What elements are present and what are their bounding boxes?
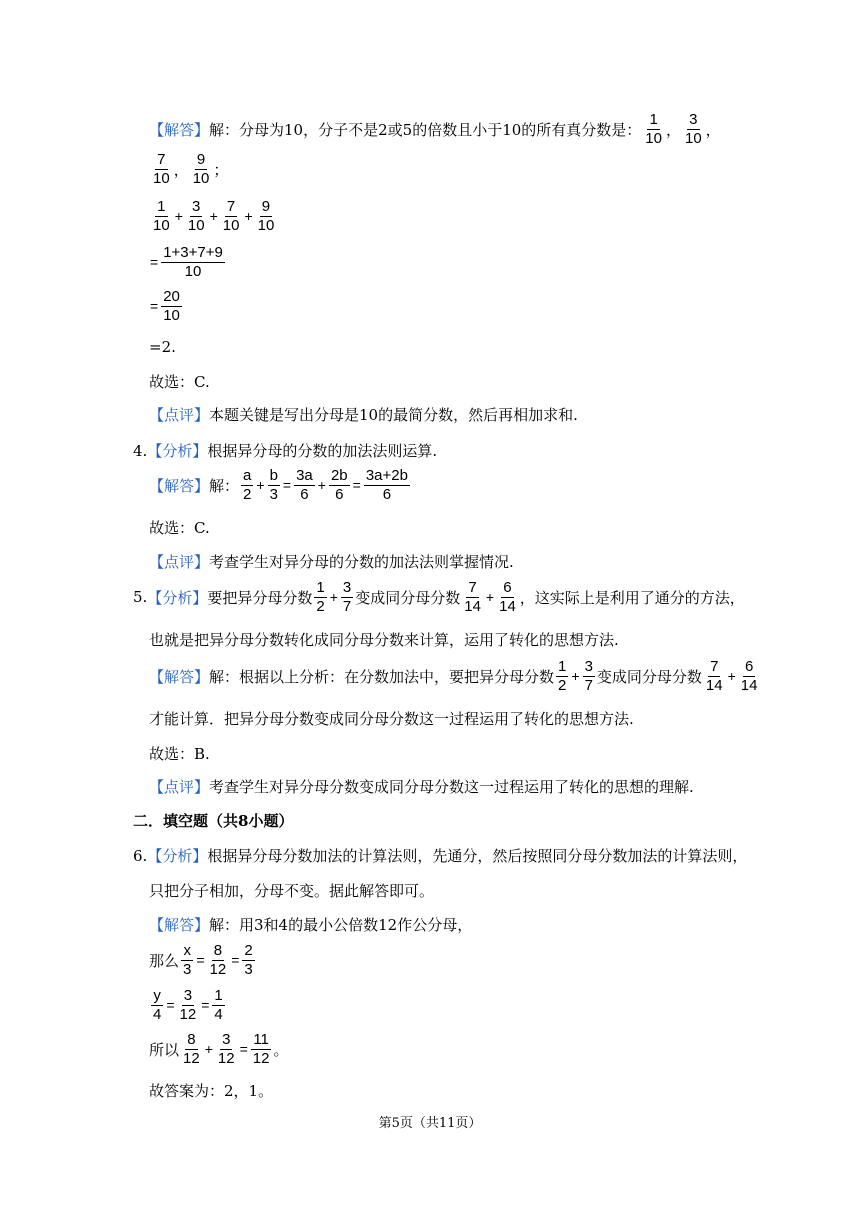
fraction: $\frac{3}{10}$ xyxy=(187,198,205,234)
q6-y-step: $\frac{y}{4}$ = $\frac{3}{12}$ = $\frac{1}{4}$ xyxy=(153,987,223,1023)
q3-answer-line2: $\frac{7}{10}$ ， $\frac{9}{10}$ ； xyxy=(153,151,229,187)
fraction: $\frac{x}{3}$ xyxy=(183,942,192,978)
fraction: $\frac{1}{10}$ xyxy=(645,111,662,147)
q3-sum-step: = $\frac{1+3+7+9}{10}$ xyxy=(150,244,223,280)
fraction: $\frac{3a}{6}$ xyxy=(296,467,313,503)
fraction: $\frac{a}{2}$ xyxy=(243,467,252,503)
question-number: 5. xyxy=(133,588,148,607)
fraction: $\frac{3}{7}$ xyxy=(342,579,352,615)
fraction: $\frac{8}{12}$ xyxy=(209,942,227,978)
fraction: $\frac{6}{14}$ xyxy=(740,658,758,694)
fraction: $\frac{6}{14}$ xyxy=(499,579,516,615)
q6-x-step: 那么 $\frac{x}{3}$ = $\frac{8}{12}$ = $\frac{2}{3}$ xyxy=(149,942,253,978)
fraction: $\frac{y}{4}$ xyxy=(153,987,162,1023)
q5-answer: 【解答】 解：根据以上分析：在分数加法中，要把异分母分数 $\frac{1}{2}$ + $\frac{3}{7}$ 变成同分母分数 $\frac{7}{14}$ + $\frac{6}{14}$ xyxy=(149,658,758,694)
fraction: $\frac{7}{10}$ xyxy=(153,151,170,187)
fraction: $\frac{3a+2b}{6}$ xyxy=(365,467,408,503)
fraction: $\frac{1+3+7+9}{10}$ xyxy=(163,244,223,280)
q3-sum-expression: $\frac{1}{10}$ + $\frac{3}{10}$ + $\frac{7}{10}$ + $\frac{9}{10}$ xyxy=(153,198,275,234)
answer-tag: 【解答】 xyxy=(149,667,210,686)
fraction: $\frac{7}{14}$ xyxy=(705,658,723,694)
analysis-tag: 【分析】 xyxy=(147,847,208,865)
question-number: 4. xyxy=(133,441,148,460)
comment-tag: 【点评】 xyxy=(149,406,210,424)
q3-choice: 故选：C. xyxy=(149,373,210,391)
fraction: $\frac{1}{2}$ xyxy=(316,579,325,615)
q6-analysis: 6. 【分析】 根据异分母分数加法的计算法则，先通分，然后按照同分母分数加法的计算法则， xyxy=(133,846,748,865)
q3-answer-line1: 【解答】 解：分母为10，分子不是2或5的倍数且小于10的所有真分数是： $\frac{1}{10}$ ， $\frac{3}{10}$ ， xyxy=(149,111,721,147)
q3-result-step: = $\frac{20}{10}$ xyxy=(150,288,180,324)
fraction: $\frac{8}{12}$ xyxy=(183,1031,200,1067)
q4-comment: 【点评】 考查学生对异分母的分数的加法法则掌握情况. xyxy=(149,553,514,571)
q5-choice: 故选：B. xyxy=(149,745,210,763)
q5-comment: 【点评】 考查学生对异分母分数变成同分母分数这一过程运用了转化的思想的理解. xyxy=(149,778,694,796)
fraction: $\frac{1}{4}$ xyxy=(214,987,223,1023)
q6-answer: 【解答】 解：用3和4的最小公倍数12作公分母， xyxy=(149,916,473,934)
fraction: $\frac{1}{2}$ xyxy=(558,658,567,694)
fraction: $\frac{3}{10}$ xyxy=(684,111,702,147)
fraction: $\frac{3}{12}$ xyxy=(179,987,197,1023)
fraction: $\frac{7}{10}$ xyxy=(222,198,240,234)
q6-sum-step: 所以 $\frac{8}{12}$ + $\frac{3}{12}$ = $\frac{11}{12}$ 。 xyxy=(149,1031,289,1067)
fraction: $\frac{2}{3}$ xyxy=(244,942,253,978)
fraction: $\frac{20}{10}$ xyxy=(163,288,180,324)
fraction: $\frac{11}{12}$ xyxy=(252,1031,270,1067)
q5-analysis-line2: 也就是把异分母分数转化成同分母分数来计算，运用了转化的思想方法. xyxy=(149,631,619,649)
q5-answer-line2: 才能计算．把异分母分数变成同分母分数这一过程运用了转化的思想方法. xyxy=(149,710,634,728)
analysis-tag: 【分析】 xyxy=(147,588,208,607)
q4-analysis: 4. 【分析】 根据异分母的分数的加法法则运算. xyxy=(133,441,438,460)
fraction: $\frac{b}{3}$ xyxy=(269,467,278,503)
answer-text: 解：分母为10，分子不是2或5的倍数且小于10的所有真分数是： xyxy=(209,120,642,139)
fraction: $\frac{9}{10}$ xyxy=(192,151,210,187)
comment-tag: 【点评】 xyxy=(149,778,210,796)
fraction: $\frac{2b}{6}$ xyxy=(330,467,348,503)
comment-tag: 【点评】 xyxy=(149,553,210,571)
q4-answer: 【解答】 解： $\frac{a}{2}$ + $\frac{b}{3}$ = $\frac{3a}{6}$ + $\frac{2b}{6}$ = $\frac{3a+2b}{6}$ xyxy=(149,467,408,503)
fraction: $\frac{7}{14}$ xyxy=(464,579,481,615)
q3-final: =2. xyxy=(149,338,176,356)
fraction: $\frac{3}{12}$ xyxy=(217,1031,235,1067)
fraction: $\frac{9}{10}$ xyxy=(257,198,275,234)
page-footer: 第5页（共11页） xyxy=(378,1116,482,1131)
analysis-tag: 【分析】 xyxy=(147,442,208,460)
section-heading: 二．填空题（共8小题） xyxy=(133,812,294,830)
answer-tag: 【解答】 xyxy=(149,120,210,139)
fraction: $\frac{1}{10}$ xyxy=(153,198,170,234)
q6-analysis-line2: 只把分子相加，分母不变。据此解答即可。 xyxy=(149,882,435,900)
answer-tag: 【解答】 xyxy=(149,476,210,495)
answer-tag: 【解答】 xyxy=(149,916,210,934)
q3-comment: 【点评】 本题关键是写出分母是10的最简分数，然后再相加求和. xyxy=(149,406,578,424)
q4-choice: 故选：C. xyxy=(149,519,210,537)
q6-result: 故答案为：2，1。 xyxy=(149,1082,274,1100)
question-number: 6. xyxy=(133,846,148,865)
fraction: $\frac{3}{7}$ xyxy=(584,658,593,694)
q5-analysis: 5. 【分析】 要把异分母分数 $\frac{1}{2}$ + $\frac{3}{7}$ 变成同分母分数 $\frac{7}{14}$ + $\frac{6}{14}$ ，这实际上是利用了通分的方法， xyxy=(133,579,745,615)
